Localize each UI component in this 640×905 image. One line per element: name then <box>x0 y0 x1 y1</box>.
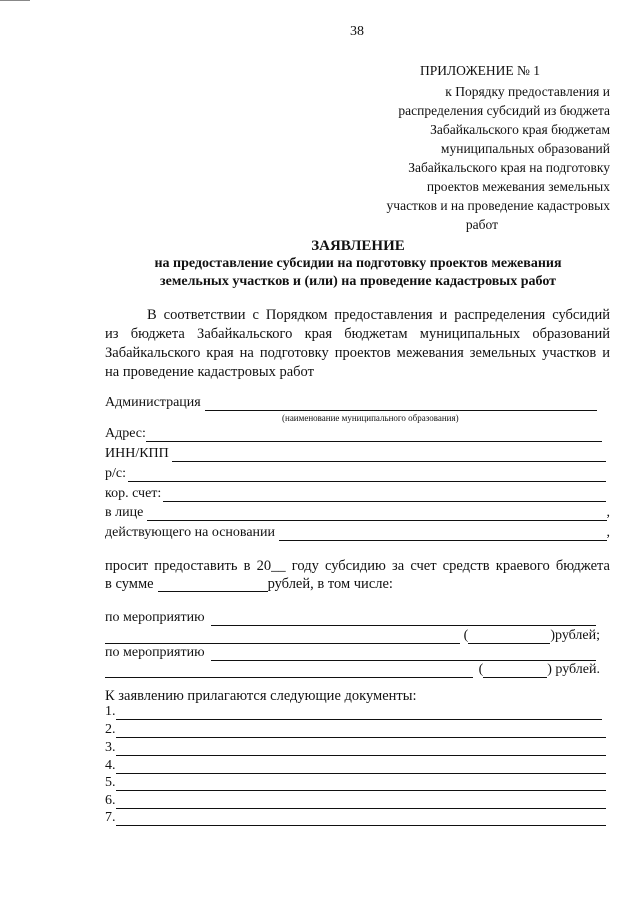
event-name-input[interactable] <box>211 611 596 626</box>
document-item <box>105 722 606 738</box>
document-item-number: 7. <box>105 810 116 825</box>
comma: , <box>606 505 610 520</box>
request-line: просит предоставить в 20__ году субсидию за счет средств краевого бюджета <box>105 558 610 574</box>
sum-row <box>105 576 393 592</box>
document-item-input[interactable] <box>116 705 603 720</box>
document-item <box>105 810 606 826</box>
appendix-line: Забайкальского края на подготовку <box>408 160 610 175</box>
corr-account-label: кор. счет: <box>105 486 162 501</box>
page-number: 38 <box>350 24 364 39</box>
acting-basis-input[interactable] <box>279 526 606 541</box>
document-subtitle: на предоставление субсидии на подготовку проектов межевания <box>154 256 562 271</box>
appendix-line: участков и на проведение кадастровых <box>386 198 610 213</box>
intro-paragraph <box>105 306 610 382</box>
event-label: по мероприятию <box>105 645 205 660</box>
account-label: р/с: <box>105 466 126 481</box>
document-item-number: 5. <box>105 775 116 790</box>
document-item <box>105 740 606 756</box>
document-item-number: 1. <box>105 704 116 719</box>
intro-line: В соответствии с Порядком предоставления и распределения субсидий <box>147 307 610 323</box>
appendix-title: ПРИЛОЖЕНИЕ № 1 <box>420 63 541 78</box>
appendix-line: Забайкальского края бюджетам <box>430 122 610 137</box>
sum-label: в сумме <box>105 576 154 592</box>
document-heading <box>100 237 616 291</box>
in-person-input[interactable] <box>147 506 606 521</box>
document-item-input[interactable] <box>116 723 607 738</box>
document-title: ЗАЯВЛЕНИЕ <box>311 238 405 254</box>
appendix-line: проектов межевания земельных <box>426 179 610 194</box>
in-person-row <box>105 505 610 521</box>
address-input[interactable] <box>146 427 602 442</box>
document-item-number: 4. <box>105 758 116 773</box>
open-paren: ( <box>463 628 469 643</box>
document-item <box>105 793 606 809</box>
document-item-input[interactable] <box>116 794 607 809</box>
open-paren: ( <box>478 662 484 677</box>
corr-account-row <box>105 486 606 502</box>
event-rubles: )рублей; <box>550 628 600 643</box>
inn-label: ИНН/КПП <box>105 446 169 461</box>
document-item <box>105 704 602 720</box>
administration-input[interactable] <box>205 396 597 411</box>
account-input[interactable] <box>128 467 606 482</box>
documents-title: К заявлению прилагаются следующие документы: <box>105 688 417 704</box>
inn-row <box>105 446 606 462</box>
acting-basis-label: действующего на основании <box>105 525 276 540</box>
event-label: по мероприятию <box>105 610 205 625</box>
event-row-1 <box>105 610 596 626</box>
scan-top-mark <box>0 0 30 4</box>
comma: , <box>606 525 610 540</box>
administration-row <box>105 395 597 411</box>
document-item-number: 3. <box>105 740 116 755</box>
intro-line: из бюджета Забайкальского края бюджетам муниципальных образований <box>105 326 610 342</box>
in-person-label: в лице <box>105 505 144 520</box>
event-description-input[interactable] <box>105 663 473 678</box>
document-item <box>105 758 606 774</box>
account-row <box>105 466 606 482</box>
appendix-line: к Порядку предоставления и <box>445 84 610 99</box>
corr-account-input[interactable] <box>163 487 606 502</box>
rubles-label: рублей, в том числе: <box>267 576 393 592</box>
document-item-number: 2. <box>105 722 116 737</box>
appendix-line: распределения субсидий из бюджета <box>398 103 610 118</box>
address-label: Адрес: <box>105 426 146 441</box>
event-amount-row-2 <box>105 662 600 678</box>
inn-input[interactable] <box>172 447 606 462</box>
event-row-2 <box>105 645 596 661</box>
appendix-line: муниципальных образований <box>440 141 610 156</box>
sum-input[interactable] <box>158 577 268 592</box>
administration-hint: (наименование муниципального образования) <box>282 413 459 423</box>
document-item <box>105 775 606 791</box>
event-rubles: ) рублей. <box>547 662 600 677</box>
event-description-input[interactable] <box>105 629 460 644</box>
event-amount-input[interactable] <box>483 663 547 678</box>
administration-label: Администрация <box>105 395 201 410</box>
appendix-text <box>330 82 610 234</box>
intro-line: на проведение кадастровых работ <box>105 364 314 380</box>
intro-line: Забайкальского края на подготовку проектов межевания земельных участков и <box>105 345 610 361</box>
document-subtitle: земельных участков и (или) на проведение кадастровых работ <box>159 274 557 289</box>
document-item-input[interactable] <box>116 811 607 826</box>
document-item-input[interactable] <box>116 741 607 756</box>
document-item-input[interactable] <box>116 776 607 791</box>
document-item-number: 6. <box>105 793 116 808</box>
appendix-line: работ <box>465 217 498 232</box>
address-row <box>105 426 602 442</box>
event-amount-input[interactable] <box>468 629 550 644</box>
event-name-input[interactable] <box>211 646 596 661</box>
event-amount-row-1 <box>105 628 600 644</box>
document-item-input[interactable] <box>116 759 607 774</box>
acting-basis-row <box>105 525 610 541</box>
